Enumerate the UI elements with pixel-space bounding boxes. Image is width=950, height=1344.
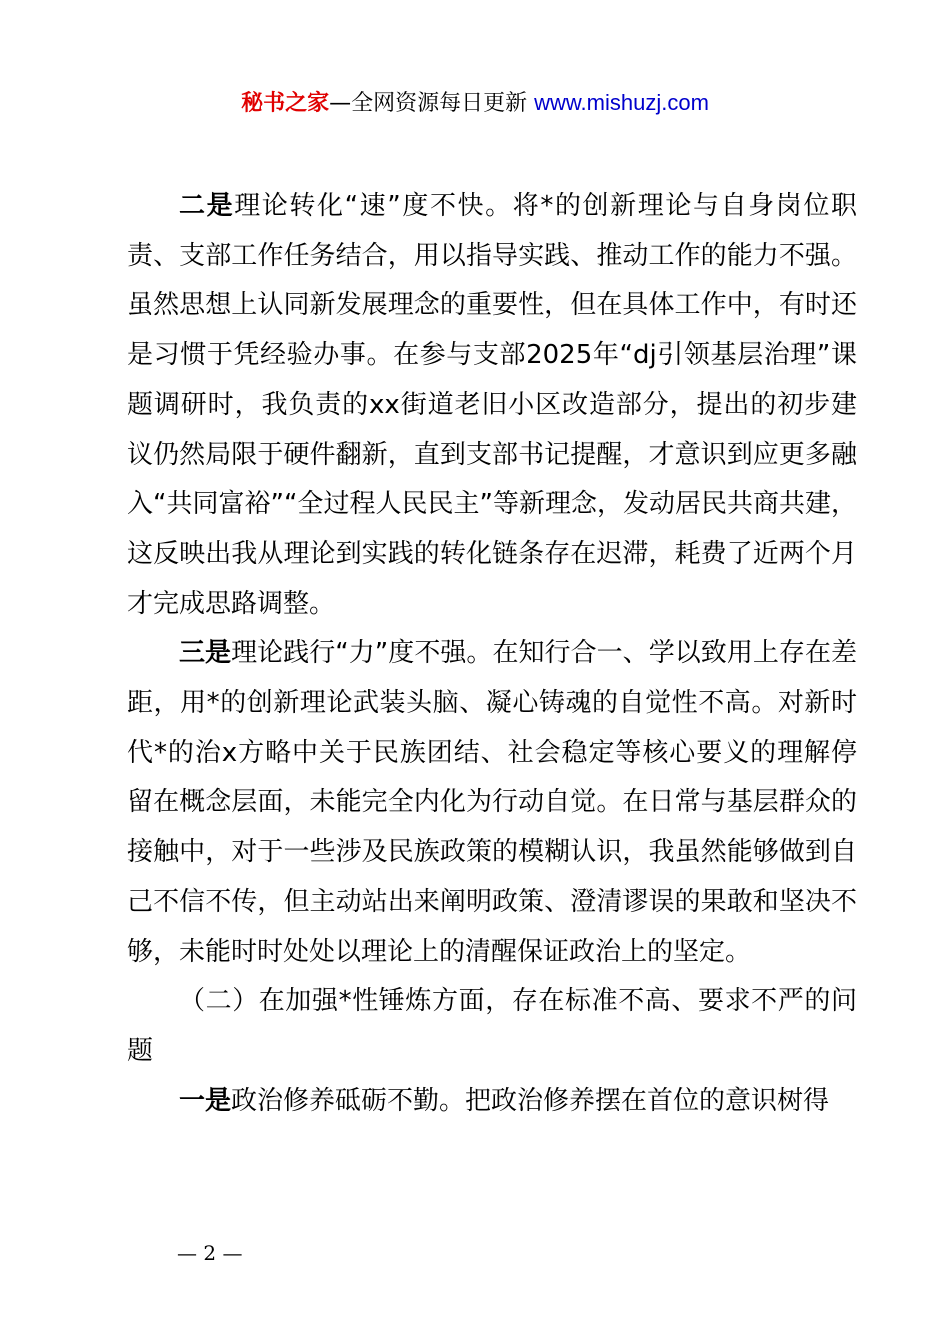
site-url-link[interactable]: www.mishuzj.com [534,90,709,115]
site-brand: 秘书之家 [241,91,330,116]
paragraph-text: 理论转化“速”度不快。将*的创新理论与自身岗位职责、支部工作任务结合，用以指导实践、推动工作的能力不强。虽然思想上认同新发展理念的重要性，但在具体工作中，有时还是习惯于凭经验办事。在参与支部2025年“dj引领基层治理”课题调研时，我负责的xx街道老旧小区改造部分，提出的初步建议仍然局限于硬件翻新，直到支部书记提醒，才意识到应更多融入“共同富裕”“全过程人民民主”等新理念，发动居民共商共建，这反映出我从理论到实践的转化链条存在迟滞，耗费了近两个月才完成思路调整。 [127,191,857,619]
paragraph-text: 政治修养砥砺不勤。把政治修养摆在首位的意识树得 [231,1085,830,1116]
paragraph-point-one [127,1077,857,1127]
paragraph-point-three [127,629,857,977]
paragraph-lead: 一是 [179,1085,232,1116]
header-dash: — [329,91,352,116]
paragraph-lead: 二是 [179,191,235,221]
section-heading-two [127,977,857,1076]
document-body [127,182,857,1126]
page-number: — 2 — [177,1241,243,1265]
paragraph-text: （二）在加强*性锤炼方面，存在标准不高、要求不严的问题 [127,986,857,1066]
paragraph-text: 理论践行“力”度不强。在知行合一、学以致用上存在差距，用*的创新理论武装头脑、凝心铸魂的自觉性不高。对新时代*的治x方略中关于民族团结、社会稳定等核心要义的理解停留在概念层面，未能完全内化为行动自觉。在日常与基层群众的接触中，对于一些涉及民族政策的模糊认识，我虽然能够做到自己不信不传，但主动站出来阐明政策、澄清谬误的果敢和坚决不够，未能时时处处以理论上的清醒保证政治上的坚定。 [127,638,857,967]
paragraph-lead: 三是 [179,638,232,669]
site-slogan: 全网资源每日更新 [351,91,535,116]
paragraph-point-two [127,182,857,629]
site-header [0,86,950,121]
